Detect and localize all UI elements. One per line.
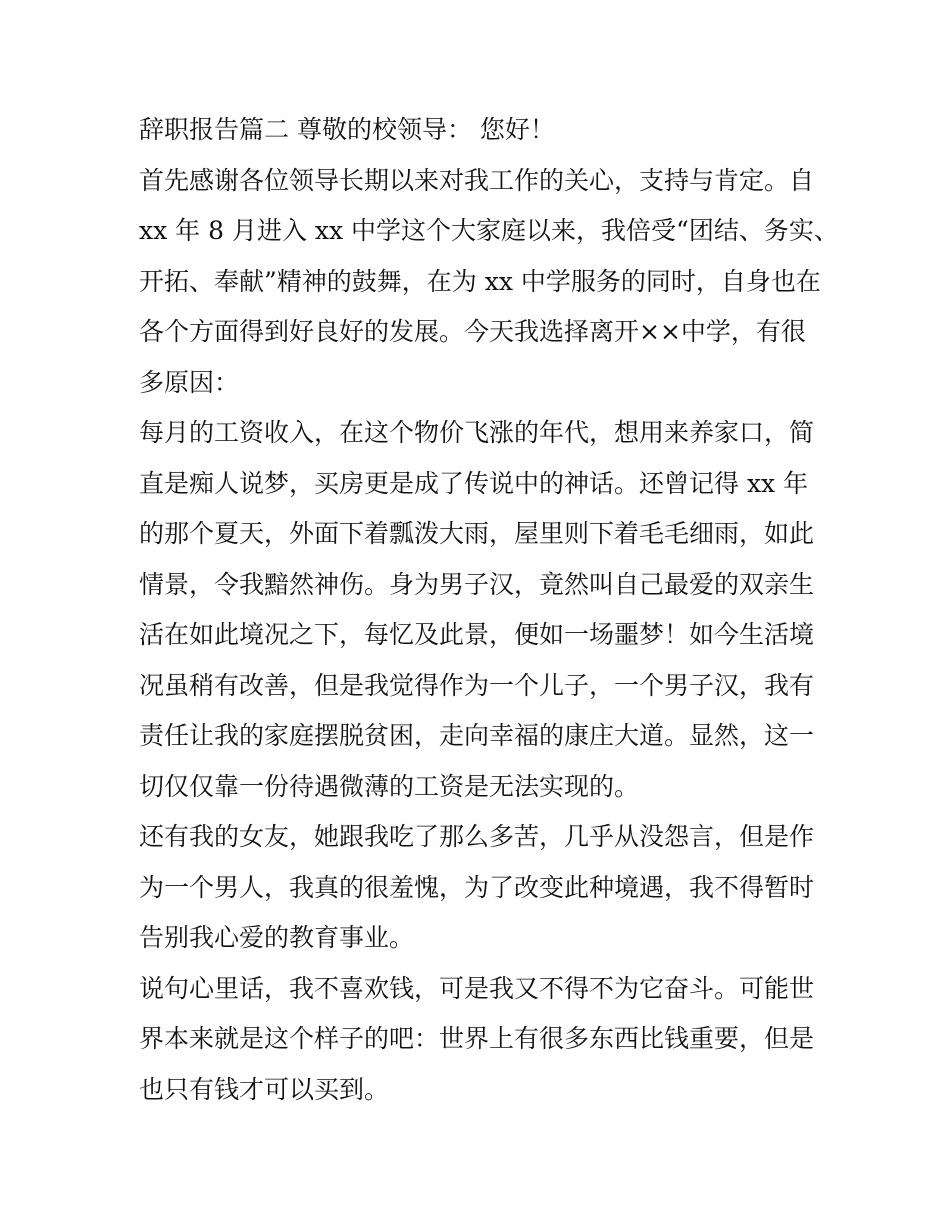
text-line: 为一个男人，我真的很羞愧，为了改变此种境遇，我不得暂时 <box>139 873 815 902</box>
text-line: xx 年 8 月进入 xx 中学这个大家庭以来，我倍受“团结、务实、 <box>139 216 839 245</box>
text-line: 直是痴人说梦，买房更是成了传说中的神话。还曾记得 xx 年 <box>139 469 809 498</box>
text-line: 况虽稍有改善，但是我觉得作为一个儿子，一个男子汉，我有 <box>139 671 815 700</box>
text-line: 的那个夏天，外面下着瓢泼大雨，屋里则下着毛毛细雨，如此 <box>139 519 815 548</box>
text-line: 每月的工资收入，在这个物价飞涨的年代，想用来养家口，简 <box>139 418 815 447</box>
text-line: 切仅仅靠一份待遇微薄的工资是无法实现的。 <box>139 772 640 801</box>
text-line: 各个方面得到好良好的发展。今天我选择离开××中学，有很 <box>139 317 806 346</box>
text-line: 界本来就是这个样子的吧：世界上有很多东西比钱重要，但是 <box>139 1024 815 1053</box>
text-line: 还有我的女友，她跟我吃了那么多苦，几乎从没怨言，但是作 <box>139 822 815 851</box>
text-line: 多原因： <box>139 368 240 397</box>
text-line: 首先感谢各位领导长期以来对我工作的关心，支持与肯定。自 <box>139 166 815 195</box>
text-line: 责任让我的家庭摆脱贫困，走向幸福的康庄大道。显然，这一 <box>139 721 815 750</box>
text-line: 活在如此境况之下，每忆及此景，便如一场噩梦！如今生活境 <box>139 620 815 649</box>
text-line: 情景，令我黯然神伤。身为男子汉，竟然叫自己最爱的双亲生 <box>139 570 815 599</box>
text-line: 辞职报告篇二 尊敬的校领导： 您好！ <box>139 115 555 144</box>
text-line: 告别我心爱的教育事业。 <box>139 923 415 952</box>
text-line: 说句心里话，我不喜欢钱，可是我又不得不为它奋斗。可能世 <box>139 974 815 1003</box>
text-line: 也只有钱才可以买到。 <box>139 1075 390 1104</box>
text-line: 开拓、奉献”精神的鼓舞，在为 xx 中学服务的同时，自身也在 <box>139 267 821 296</box>
